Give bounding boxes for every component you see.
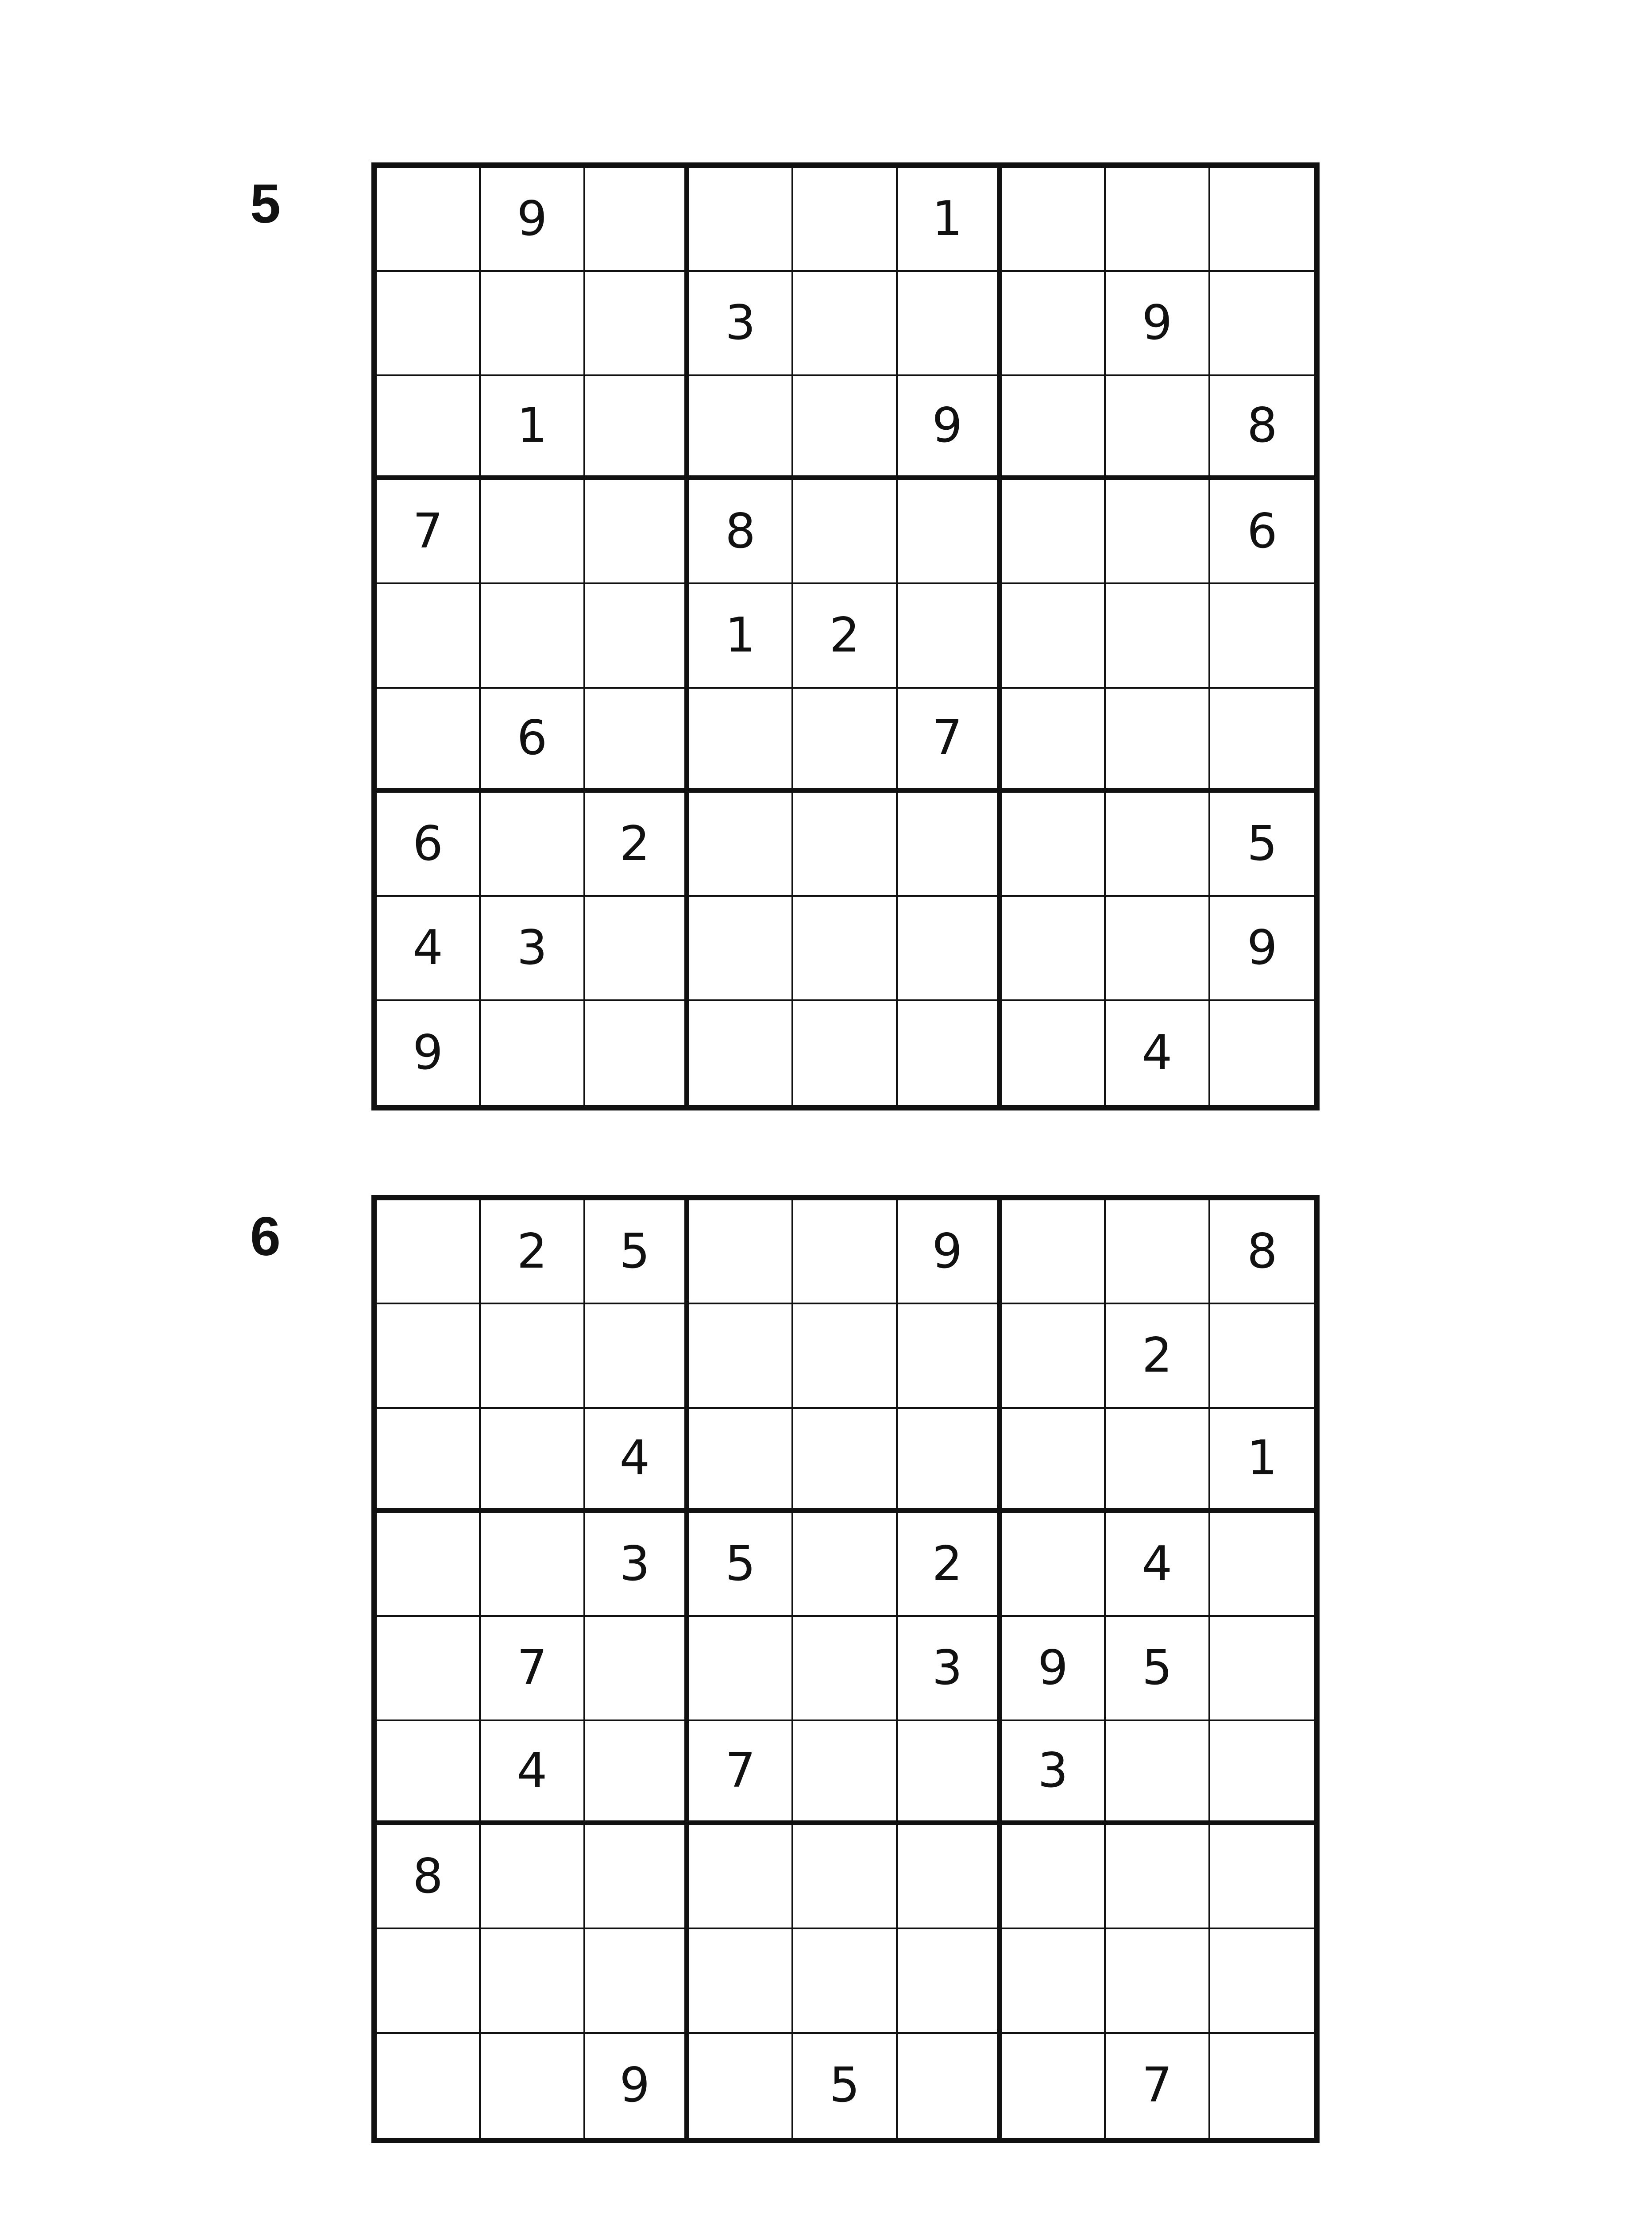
- sudoku-cell-r7-c8[interactable]: [1106, 793, 1210, 897]
- sudoku-cell-r4-c5[interactable]: [793, 1513, 897, 1617]
- sudoku-cell-r4-c1[interactable]: [377, 1513, 481, 1617]
- sudoku-cell-r6-c2[interactable]: 6: [481, 689, 585, 793]
- sudoku-cell-r6-c4[interactable]: 7: [689, 1721, 793, 1825]
- sudoku-cell-r2-c3[interactable]: [585, 272, 689, 376]
- sudoku-cell-r5-c5[interactable]: [793, 1617, 897, 1721]
- sudoku-cell-r8-c8[interactable]: [1106, 1929, 1210, 2033]
- sudoku-cell-r7-c5[interactable]: [793, 793, 897, 897]
- sudoku-cell-r3-c5[interactable]: [793, 1409, 897, 1513]
- sudoku-cell-r7-c9[interactable]: [1210, 1825, 1314, 1929]
- sudoku-cell-r7-c1[interactable]: 8: [377, 1825, 481, 1929]
- sudoku-cell-r8-c3[interactable]: [585, 1929, 689, 2033]
- sudoku-cell-r4-c9[interactable]: 6: [1210, 480, 1314, 584]
- sudoku-cell-r3-c8[interactable]: [1106, 1409, 1210, 1513]
- sudoku-cell-r2-c9[interactable]: [1210, 272, 1314, 376]
- sudoku-cell-r6-c2[interactable]: 4: [481, 1721, 585, 1825]
- sudoku-cell-r7-c9[interactable]: 5: [1210, 793, 1314, 897]
- sudoku-cell-r2-c6[interactable]: [898, 1304, 1002, 1408]
- sudoku-cell-r9-c1[interactable]: 9: [377, 1001, 481, 1105]
- sudoku-cell-r3-c6[interactable]: 9: [898, 376, 1002, 480]
- sudoku-cell-r1-c2[interactable]: 9: [481, 168, 585, 272]
- sudoku-cell-r5-c2[interactable]: 7: [481, 1617, 585, 1721]
- sudoku-cell-r8-c2[interactable]: [481, 1929, 585, 2033]
- sudoku-cell-r2-c7[interactable]: [1002, 1304, 1106, 1408]
- sudoku-cell-r6-c1[interactable]: [377, 689, 481, 793]
- sudoku-cell-r3-c1[interactable]: [377, 1409, 481, 1513]
- sudoku-cell-r5-c1[interactable]: [377, 584, 481, 688]
- sudoku-cell-r8-c7[interactable]: [1002, 1929, 1106, 2033]
- sudoku-cell-r2-c9[interactable]: [1210, 1304, 1314, 1408]
- sudoku-cell-r7-c7[interactable]: [1002, 793, 1106, 897]
- sudoku-cell-r1-c1[interactable]: [377, 168, 481, 272]
- sudoku-cell-r9-c9[interactable]: [1210, 1001, 1314, 1105]
- sudoku-cell-r3-c8[interactable]: [1106, 376, 1210, 480]
- sudoku-cell-r6-c9[interactable]: [1210, 689, 1314, 793]
- sudoku-cell-r2-c8[interactable]: 9: [1106, 272, 1210, 376]
- sudoku-cell-r8-c7[interactable]: [1002, 897, 1106, 1001]
- sudoku-cell-r1-c7[interactable]: [1002, 1200, 1106, 1304]
- sudoku-cell-r7-c4[interactable]: [689, 1825, 793, 1929]
- sudoku-cell-r2-c5[interactable]: [793, 1304, 897, 1408]
- sudoku-cell-r3-c2[interactable]: [481, 1409, 585, 1513]
- sudoku-cell-r6-c9[interactable]: [1210, 1721, 1314, 1825]
- sudoku-grid: [371, 1195, 1320, 2143]
- sudoku-cell-r3-c5[interactable]: [793, 376, 897, 480]
- sudoku-cell-r4-c8[interactable]: 4: [1106, 1513, 1210, 1617]
- sudoku-cell-r1-c8[interactable]: [1106, 1200, 1210, 1304]
- sudoku-cell-r3-c9[interactable]: 8: [1210, 376, 1314, 480]
- sudoku-cell-r7-c5[interactable]: [793, 1825, 897, 1929]
- sudoku-cell-r4-c2[interactable]: [481, 480, 585, 584]
- sudoku-cell-r7-c6[interactable]: [898, 1825, 1002, 1929]
- sudoku-cell-r9-c3[interactable]: 9: [585, 2034, 689, 2138]
- sudoku-cell-r4-c3[interactable]: [585, 480, 689, 584]
- sudoku-cell-r6-c3[interactable]: [585, 689, 689, 793]
- sudoku-cell-r9-c4[interactable]: [689, 1001, 793, 1105]
- sudoku-cell-r6-c7[interactable]: [1002, 689, 1106, 793]
- sudoku-cell-r9-c8[interactable]: 4: [1106, 1001, 1210, 1105]
- sudoku-cell-r1-c6[interactable]: 9: [898, 1200, 1002, 1304]
- sudoku-cell-r5-c8[interactable]: [1106, 584, 1210, 688]
- sudoku-cell-r8-c4[interactable]: [689, 1929, 793, 2033]
- sudoku-grid: [371, 162, 1320, 1110]
- sudoku-cell-r7-c2[interactable]: [481, 793, 585, 897]
- sudoku-cell-r9-c7[interactable]: [1002, 2034, 1106, 2138]
- sudoku-cell-r5-c3[interactable]: [585, 1617, 689, 1721]
- sudoku-cell-r5-c2[interactable]: [481, 584, 585, 688]
- puzzle-number: 6: [250, 1206, 281, 1267]
- sudoku-cell-r3-c1[interactable]: [377, 376, 481, 480]
- sudoku-cell-r9-c6[interactable]: [898, 1001, 1002, 1105]
- sudoku-cell-r3-c9[interactable]: 1: [1210, 1409, 1314, 1513]
- sudoku-cell-r5-c4[interactable]: [689, 1617, 793, 1721]
- sudoku-cell-r1-c5[interactable]: [793, 1200, 897, 1304]
- sudoku-cell-r2-c2[interactable]: [481, 272, 585, 376]
- sudoku-cell-r2-c6[interactable]: [898, 272, 1002, 376]
- sudoku-cell-r5-c5[interactable]: 2: [793, 584, 897, 688]
- sudoku-cell-r5-c9[interactable]: [1210, 584, 1314, 688]
- sudoku-cell-r6-c8[interactable]: [1106, 1721, 1210, 1825]
- sudoku-cell-r5-c6[interactable]: 3: [898, 1617, 1002, 1721]
- sudoku-cell-r8-c6[interactable]: [898, 1929, 1002, 2033]
- sudoku-cell-r9-c5[interactable]: 5: [793, 2034, 897, 2138]
- sudoku-cell-r2-c7[interactable]: [1002, 272, 1106, 376]
- sudoku-cell-r2-c1[interactable]: [377, 1304, 481, 1408]
- sudoku-cell-r5-c6[interactable]: [898, 584, 1002, 688]
- sudoku-cell-r9-c7[interactable]: [1002, 1001, 1106, 1105]
- sudoku-cell-r5-c7[interactable]: 9: [1002, 1617, 1106, 1721]
- sudoku-cell-r6-c7[interactable]: 3: [1002, 1721, 1106, 1825]
- sudoku-cell-r2-c8[interactable]: 2: [1106, 1304, 1210, 1408]
- sudoku-cell-r3-c7[interactable]: [1002, 376, 1106, 480]
- sudoku-cell-r7-c1[interactable]: 6: [377, 793, 481, 897]
- sudoku-cell-r5-c8[interactable]: 5: [1106, 1617, 1210, 1721]
- sudoku-cell-r4-c7[interactable]: [1002, 1513, 1106, 1617]
- sudoku-cell-r1-c2[interactable]: 2: [481, 1200, 585, 1304]
- sudoku-cell-r4-c1[interactable]: 7: [377, 480, 481, 584]
- sudoku-cell-r1-c9[interactable]: [1210, 168, 1314, 272]
- sudoku-cell-r8-c9[interactable]: [1210, 1929, 1314, 2033]
- sudoku-cell-r2-c4[interactable]: [689, 1304, 793, 1408]
- sudoku-cell-r8-c4[interactable]: [689, 897, 793, 1001]
- sudoku-cell-r4-c6[interactable]: 2: [898, 1513, 1002, 1617]
- sudoku-cell-r3-c4[interactable]: [689, 1409, 793, 1513]
- sudoku-cell-r3-c3[interactable]: [585, 376, 689, 480]
- sudoku-cell-r6-c6[interactable]: 7: [898, 689, 1002, 793]
- sudoku-cell-r9-c9[interactable]: [1210, 2034, 1314, 2138]
- sudoku-cell-r3-c2[interactable]: 1: [481, 376, 585, 480]
- sudoku-cell-r1-c5[interactable]: [793, 168, 897, 272]
- sudoku-cell-r7-c2[interactable]: [481, 1825, 585, 1929]
- sudoku-cell-r7-c3[interactable]: [585, 1825, 689, 1929]
- sudoku-cell-r4-c8[interactable]: [1106, 480, 1210, 584]
- sudoku-cell-r9-c5[interactable]: [793, 1001, 897, 1105]
- sudoku-cell-r8-c5[interactable]: [793, 897, 897, 1001]
- sudoku-cell-r6-c1[interactable]: [377, 1721, 481, 1825]
- sudoku-cell-r5-c4[interactable]: 1: [689, 584, 793, 688]
- sudoku-cell-r7-c8[interactable]: [1106, 1825, 1210, 1929]
- sudoku-cell-r2-c5[interactable]: [793, 272, 897, 376]
- sudoku-cell-r8-c5[interactable]: [793, 1929, 897, 2033]
- sudoku-cell-r5-c3[interactable]: [585, 584, 689, 688]
- sudoku-cell-r4-c3[interactable]: 3: [585, 1513, 689, 1617]
- sudoku-cell-r1-c8[interactable]: [1106, 168, 1210, 272]
- sudoku-cell-r4-c9[interactable]: [1210, 1513, 1314, 1617]
- sudoku-cell-r1-c6[interactable]: 1: [898, 168, 1002, 272]
- sudoku-cell-r2-c3[interactable]: [585, 1304, 689, 1408]
- sudoku-cell-r4-c7[interactable]: [1002, 480, 1106, 584]
- sudoku-cell-r8-c6[interactable]: [898, 897, 1002, 1001]
- sudoku-cell-r6-c6[interactable]: [898, 1721, 1002, 1825]
- sudoku-cell-r2-c2[interactable]: [481, 1304, 585, 1408]
- sudoku-cell-r6-c8[interactable]: [1106, 689, 1210, 793]
- sudoku-cell-r4-c4[interactable]: 8: [689, 480, 793, 584]
- sudoku-cell-r3-c4[interactable]: [689, 376, 793, 480]
- sudoku-cell-r8-c1[interactable]: 4: [377, 897, 481, 1001]
- sudoku-cell-r1-c3[interactable]: 5: [585, 1200, 689, 1304]
- sudoku-cell-r4-c6[interactable]: [898, 480, 1002, 584]
- sudoku-cell-r1-c4[interactable]: [689, 1200, 793, 1304]
- sudoku-cell-r5-c1[interactable]: [377, 1617, 481, 1721]
- sudoku-cell-r7-c7[interactable]: [1002, 1825, 1106, 1929]
- sudoku-cell-r4-c2[interactable]: [481, 1513, 585, 1617]
- sudoku-cell-r6-c4[interactable]: [689, 689, 793, 793]
- sudoku-cell-r9-c1[interactable]: [377, 2034, 481, 2138]
- sudoku-cell-r7-c6[interactable]: [898, 793, 1002, 897]
- sudoku-cell-r1-c9[interactable]: 8: [1210, 1200, 1314, 1304]
- sudoku-cell-r6-c3[interactable]: [585, 1721, 689, 1825]
- sudoku-cell-r1-c7[interactable]: [1002, 168, 1106, 272]
- sudoku-cell-r1-c1[interactable]: [377, 1200, 481, 1304]
- sudoku-cell-r9-c6[interactable]: [898, 2034, 1002, 2138]
- sudoku-cell-r3-c3[interactable]: 4: [585, 1409, 689, 1513]
- sudoku-cell-r9-c2[interactable]: [481, 1001, 585, 1105]
- sudoku-cell-r6-c5[interactable]: [793, 689, 897, 793]
- sudoku-cell-r7-c3[interactable]: 2: [585, 793, 689, 897]
- sudoku-cell-r8-c9[interactable]: 9: [1210, 897, 1314, 1001]
- puzzle-number: 5: [250, 173, 281, 235]
- sudoku-cell-r7-c4[interactable]: [689, 793, 793, 897]
- sudoku-cell-r6-c5[interactable]: [793, 1721, 897, 1825]
- sudoku-cell-r9-c3[interactable]: [585, 1001, 689, 1105]
- sudoku-cell-r4-c4[interactable]: 5: [689, 1513, 793, 1617]
- sudoku-cell-r9-c4[interactable]: [689, 2034, 793, 2138]
- sudoku-cell-r1-c4[interactable]: [689, 168, 793, 272]
- sudoku-cell-r8-c2[interactable]: 3: [481, 897, 585, 1001]
- sudoku-cell-r3-c6[interactable]: [898, 1409, 1002, 1513]
- sudoku-cell-r8-c3[interactable]: [585, 897, 689, 1001]
- sudoku-cell-r5-c9[interactable]: [1210, 1617, 1314, 1721]
- sudoku-cell-r5-c7[interactable]: [1002, 584, 1106, 688]
- sudoku-cell-r9-c8[interactable]: 7: [1106, 2034, 1210, 2138]
- sudoku-cell-r2-c4[interactable]: 3: [689, 272, 793, 376]
- sudoku-cell-r3-c7[interactable]: [1002, 1409, 1106, 1513]
- sudoku-cell-r9-c2[interactable]: [481, 2034, 585, 2138]
- sudoku-cell-r8-c8[interactable]: [1106, 897, 1210, 1001]
- sudoku-cell-r8-c1[interactable]: [377, 1929, 481, 2033]
- sudoku-cell-r2-c1[interactable]: [377, 272, 481, 376]
- sudoku-cell-r4-c5[interactable]: [793, 480, 897, 584]
- sudoku-cell-r1-c3[interactable]: [585, 168, 689, 272]
